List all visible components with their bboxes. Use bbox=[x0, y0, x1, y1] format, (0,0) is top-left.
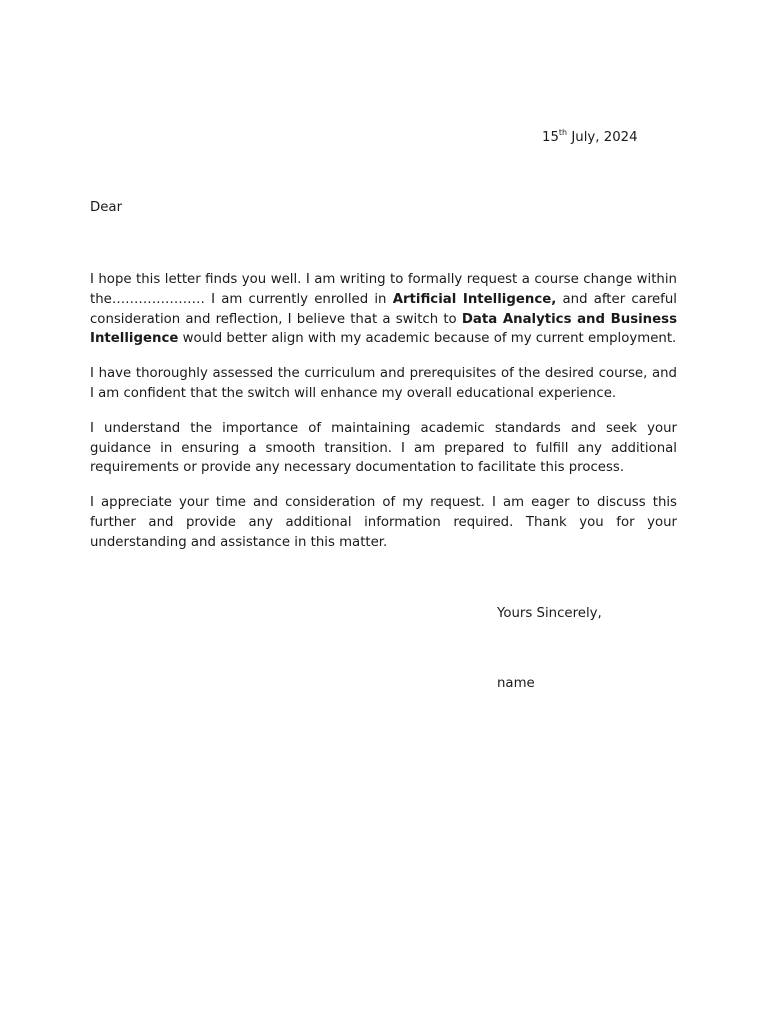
paragraph-4: I appreciate your time and consideration of my request. I am eager to discuss this further and provide any additional information required. Thank you for your understanding and assistance in this matter. bbox=[90, 495, 677, 550]
letter-body bbox=[90, 270, 677, 568]
date-day: 15 bbox=[542, 130, 559, 145]
closing: Yours Sincerely, bbox=[497, 606, 602, 621]
signature-name: name bbox=[497, 676, 535, 691]
desired-course-name: Data Analytics and Business Intelligence bbox=[90, 311, 677, 347]
paragraph-3: I understand the importance of maintaining academic standards and seek your guidance in ensuring a smooth transition. I am prepared to fulfill any additional requirements or provide any necessary documentation to facilitate this process. bbox=[90, 420, 677, 476]
paragraph-1 bbox=[90, 270, 677, 349]
paragraph-1-text-b: and after careful consideration and reflection, I believe that a switch to bbox=[90, 291, 677, 327]
salutation: Dear bbox=[90, 200, 123, 215]
paragraph-2: I have thoroughly assessed the curriculum and prerequisites of the desired course, and I am confident that the switch will enhance my overall educational experience. bbox=[90, 366, 677, 401]
date-month-year: July, 2024 bbox=[567, 130, 638, 145]
letter-date bbox=[542, 130, 638, 145]
paragraph-1-text-c: would better align with my academic because of my current employment. bbox=[178, 331, 677, 347]
paragraph-1-text-a: I hope this letter finds you well. I am writing to formally request a course change within the………………… I am currently enrolled in bbox=[90, 272, 677, 307]
date-ordinal-suffix: th bbox=[558, 128, 568, 137]
current-course-name: Artificial Intelligence, bbox=[392, 291, 557, 307]
